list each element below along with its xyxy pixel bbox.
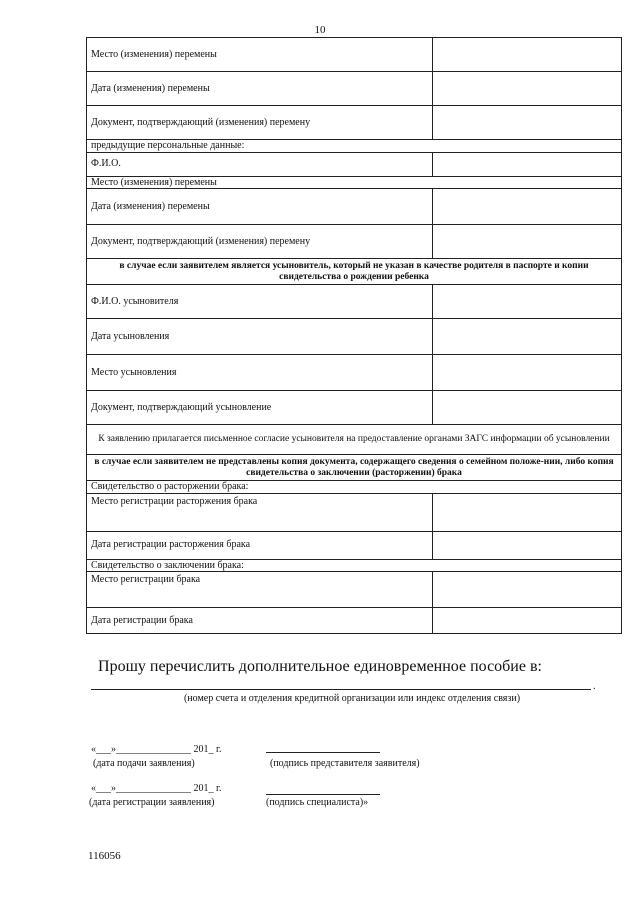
table-row xyxy=(87,38,622,72)
label-adoption-document: Документ, подтверждающий усыновление xyxy=(87,391,433,425)
field-change-document[interactable] xyxy=(433,106,622,140)
label-previous-change-document: Документ, подтверждающий (изменения) перемену xyxy=(87,225,433,259)
field-marriage-registration-place[interactable] xyxy=(433,572,622,608)
field-adoption-place[interactable] xyxy=(433,355,622,391)
table-row xyxy=(87,455,622,481)
table-row xyxy=(87,355,622,391)
field-date-of-change[interactable] xyxy=(433,72,622,106)
form-code: 116056 xyxy=(88,850,121,862)
label-marriage-registration-place: Место регистрации брака xyxy=(87,572,433,608)
table-row xyxy=(87,572,622,608)
specialist-signature-line[interactable] xyxy=(266,794,380,795)
label-place-of-change: Место (изменения) перемены xyxy=(87,38,433,72)
field-previous-date-of-change[interactable] xyxy=(433,189,622,225)
application-form-table xyxy=(86,37,622,634)
submission-date-caption: (дата подачи заявления) xyxy=(93,758,195,769)
section-heading-marital-status: в случае если заявителем не представлены копия документа, содержащего сведения о семейном положе-нии, либо копия свидетельства о заключении (расторжении) брака xyxy=(87,455,622,481)
registration-date-field[interactable]: «___»_______________ 201_ г. xyxy=(91,783,222,794)
table-row xyxy=(87,391,622,425)
table-row xyxy=(87,319,622,355)
label-adoptive-parent-name: Ф.И.О. усыновителя xyxy=(87,285,433,319)
table-row xyxy=(87,106,622,140)
field-divorce-registration-place[interactable] xyxy=(433,493,622,531)
field-place-of-change[interactable] xyxy=(433,38,622,72)
table-row xyxy=(87,559,622,572)
registration-date-caption: (дата регистрации заявления) xyxy=(89,797,215,808)
table-row xyxy=(87,259,622,285)
table-row xyxy=(87,152,622,176)
label-adoption-place: Место усыновления xyxy=(87,355,433,391)
table-row xyxy=(87,225,622,259)
table-row xyxy=(87,140,622,153)
table-row xyxy=(87,425,622,455)
label-divorce-registration-place: Место регистрации расторжения брака xyxy=(87,493,433,531)
account-number-field[interactable] xyxy=(91,689,591,690)
submission-date-field[interactable]: «___»_______________ 201_ г. xyxy=(91,744,222,755)
field-previous-change-document[interactable] xyxy=(433,225,622,259)
applicant-representative-signature-line[interactable] xyxy=(266,752,380,753)
benefit-transfer-request: Прошу перечислить дополнительное единовременное пособие в: xyxy=(98,658,542,675)
field-adoption-date[interactable] xyxy=(433,319,622,355)
table-row xyxy=(87,176,622,189)
table-row xyxy=(87,608,622,634)
page-number: 10 xyxy=(314,24,326,36)
field-previous-full-name[interactable] xyxy=(433,152,622,176)
table-row xyxy=(87,481,622,494)
applicant-representative-signature-caption: (подпись представителя заявителя) xyxy=(270,758,420,769)
label-previous-place-of-change: Место (изменения) перемены xyxy=(87,176,622,189)
label-adoption-date: Дата усыновления xyxy=(87,319,433,355)
label-divorce-registration-date: Дата регистрации расторжения брака xyxy=(87,531,433,559)
field-adoptive-parent-name[interactable] xyxy=(433,285,622,319)
note-adoptive-consent: К заявлению прилагается письменное согласие усыновителя на предоставление органами ЗАГС информации об усыновлении xyxy=(87,425,622,455)
account-number-caption: (номер счета и отделения кредитной организации или индекс отделения связи) xyxy=(183,693,521,704)
account-line-dot: . xyxy=(593,681,596,692)
label-change-document: Документ, подтверждающий (изменения) перемену xyxy=(87,106,433,140)
label-divorce-certificate: Свидетельство о расторжении брака: xyxy=(87,481,622,494)
label-previous-personal-data: предыдущие персональные данные: xyxy=(87,140,622,153)
field-marriage-registration-date[interactable] xyxy=(433,608,622,634)
table-row xyxy=(87,285,622,319)
field-adoption-document[interactable] xyxy=(433,391,622,425)
section-heading-adoptive-parent: в случае если заявителем является усыновитель, который не указан в качестве родителя в паспорте и копии свидетельства о рождении ребенка xyxy=(87,259,622,285)
table-row xyxy=(87,72,622,106)
label-marriage-certificate: Свидетельство о заключении брака: xyxy=(87,559,622,572)
table-row xyxy=(87,493,622,531)
table-row xyxy=(87,531,622,559)
label-previous-date-of-change: Дата (изменения) перемены xyxy=(87,189,433,225)
label-marriage-registration-date: Дата регистрации брака xyxy=(87,608,433,634)
table-row xyxy=(87,189,622,225)
field-divorce-registration-date[interactable] xyxy=(433,531,622,559)
specialist-signature-caption: (подпись специалиста)» xyxy=(266,797,369,808)
label-date-of-change: Дата (изменения) перемены xyxy=(87,72,433,106)
label-previous-full-name: Ф.И.О. xyxy=(87,152,433,176)
